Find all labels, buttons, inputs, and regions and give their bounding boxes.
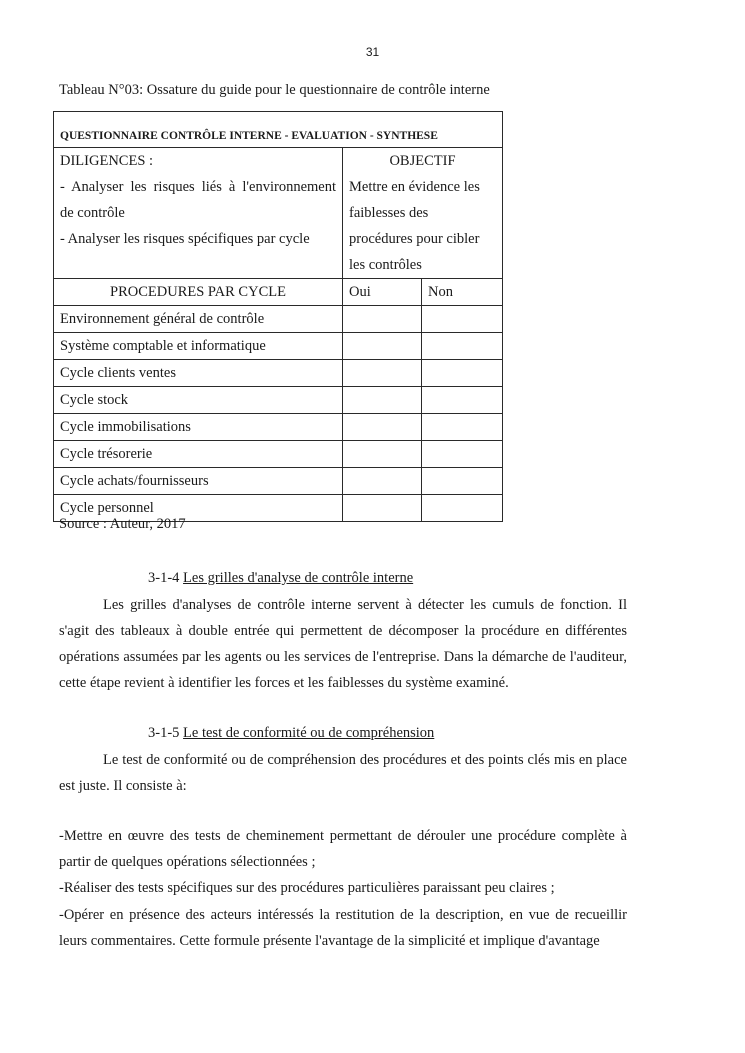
section-paragraph: Les grilles d'analyses de contrôle interne servent à détecter les cumuls de fonction. Il s'agit des tableaux à double entrée qui permettent de décomposer la procédure en différentes opérations assumées par les agents ou les services de l'entreprise. Dans la démarche de l'auditeur, cette étape revient à identifier les forces et les faiblesses du système examiné. — [59, 597, 627, 691]
table-header: QUESTIONNAIRE CONTRÔLE INTERNE - EVALUATION - SYNTHESE — [54, 112, 503, 148]
oui-cell — [343, 441, 422, 468]
diligence-line: - Analyser les risques liés à l'environnement — [60, 179, 336, 195]
objectif-title: OBJECTIF — [389, 153, 456, 169]
objectif-line: Mettre en évidence les — [349, 179, 480, 195]
bullet-paragraph: -Réaliser des tests spécifiques sur des procédures particulières paraissant peu claires ; — [59, 880, 555, 896]
procedures-header: PROCEDURES PAR CYCLE — [54, 279, 343, 306]
section-number: 3-1-5 — [148, 725, 180, 741]
cycle-label: Cycle stock — [54, 387, 343, 414]
diligence-line: - Analyser les risques spécifiques par cycle — [60, 231, 310, 247]
non-cell — [422, 414, 503, 441]
non-cell — [422, 306, 503, 333]
cycle-label: Cycle clients ventes — [54, 360, 343, 387]
bullet-paragraph: -Mettre en œuvre des tests de cheminement permettant de dérouler une procédure complète à partir de quelques opérations sélectionnées ; — [59, 828, 627, 870]
oui-cell — [343, 333, 422, 360]
non-cell — [422, 468, 503, 495]
oui-header: Oui — [343, 279, 422, 306]
diligences-title: DILIGENCES : — [60, 153, 154, 169]
oui-cell — [343, 306, 422, 333]
control-guide-table — [53, 111, 503, 522]
table-row — [54, 333, 503, 360]
cycle-label: Environnement général de contrôle — [54, 306, 343, 333]
table-row — [54, 468, 503, 495]
oui-cell — [343, 414, 422, 441]
non-cell — [422, 495, 503, 522]
oui-cell — [343, 360, 422, 387]
cycle-label: Cycle trésorerie — [54, 441, 343, 468]
oui-cell — [343, 495, 422, 522]
cycle-label: Cycle achats/fournisseurs — [54, 468, 343, 495]
section-title: Le test de conformité ou de compréhension — [183, 725, 435, 741]
table-row — [54, 387, 503, 414]
objectif-cell — [343, 148, 503, 279]
diligence-line: de contrôle — [60, 205, 125, 221]
section-heading-3-1-4 — [148, 570, 413, 587]
objectif-line: faiblesses des — [349, 205, 429, 221]
non-cell — [422, 360, 503, 387]
non-cell — [422, 333, 503, 360]
objectif-line: procédures pour cibler — [349, 231, 480, 247]
section-heading-3-1-5 — [148, 725, 434, 742]
non-header: Non — [422, 279, 503, 306]
non-cell — [422, 387, 503, 414]
section-number: 3-1-4 — [148, 570, 180, 586]
table-source: Source : Auteur, 2017 — [59, 516, 186, 532]
cycle-label: Cycle immobilisations — [54, 414, 343, 441]
page-number: 31 — [365, 45, 380, 59]
bullet-paragraph: -Opérer en présence des acteurs intéressés la restitution de la description, en vue de recueillir leurs commentaires. Cette formule présente l'avantage de la simplicité et implique d'avantage — [59, 907, 627, 949]
diligences-cell — [54, 148, 343, 279]
section-paragraph: Le test de conformité ou de compréhension des procédures et des points clés mis en place est juste. Il consiste à: — [59, 752, 627, 794]
table-caption: Tableau N°03: Ossature du guide pour le questionnaire de contrôle interne — [59, 82, 490, 98]
section-title: Les grilles d'analyse de contrôle interne — [183, 570, 414, 586]
oui-cell — [343, 387, 422, 414]
cycle-label: Système comptable et informatique — [54, 333, 343, 360]
objectif-line: les contrôles — [349, 257, 422, 273]
table-row — [54, 306, 503, 333]
non-cell — [422, 441, 503, 468]
table-row — [54, 414, 503, 441]
oui-cell — [343, 468, 422, 495]
cycle-label: Cycle personnel — [54, 495, 343, 522]
table-row — [54, 360, 503, 387]
table-row — [54, 441, 503, 468]
